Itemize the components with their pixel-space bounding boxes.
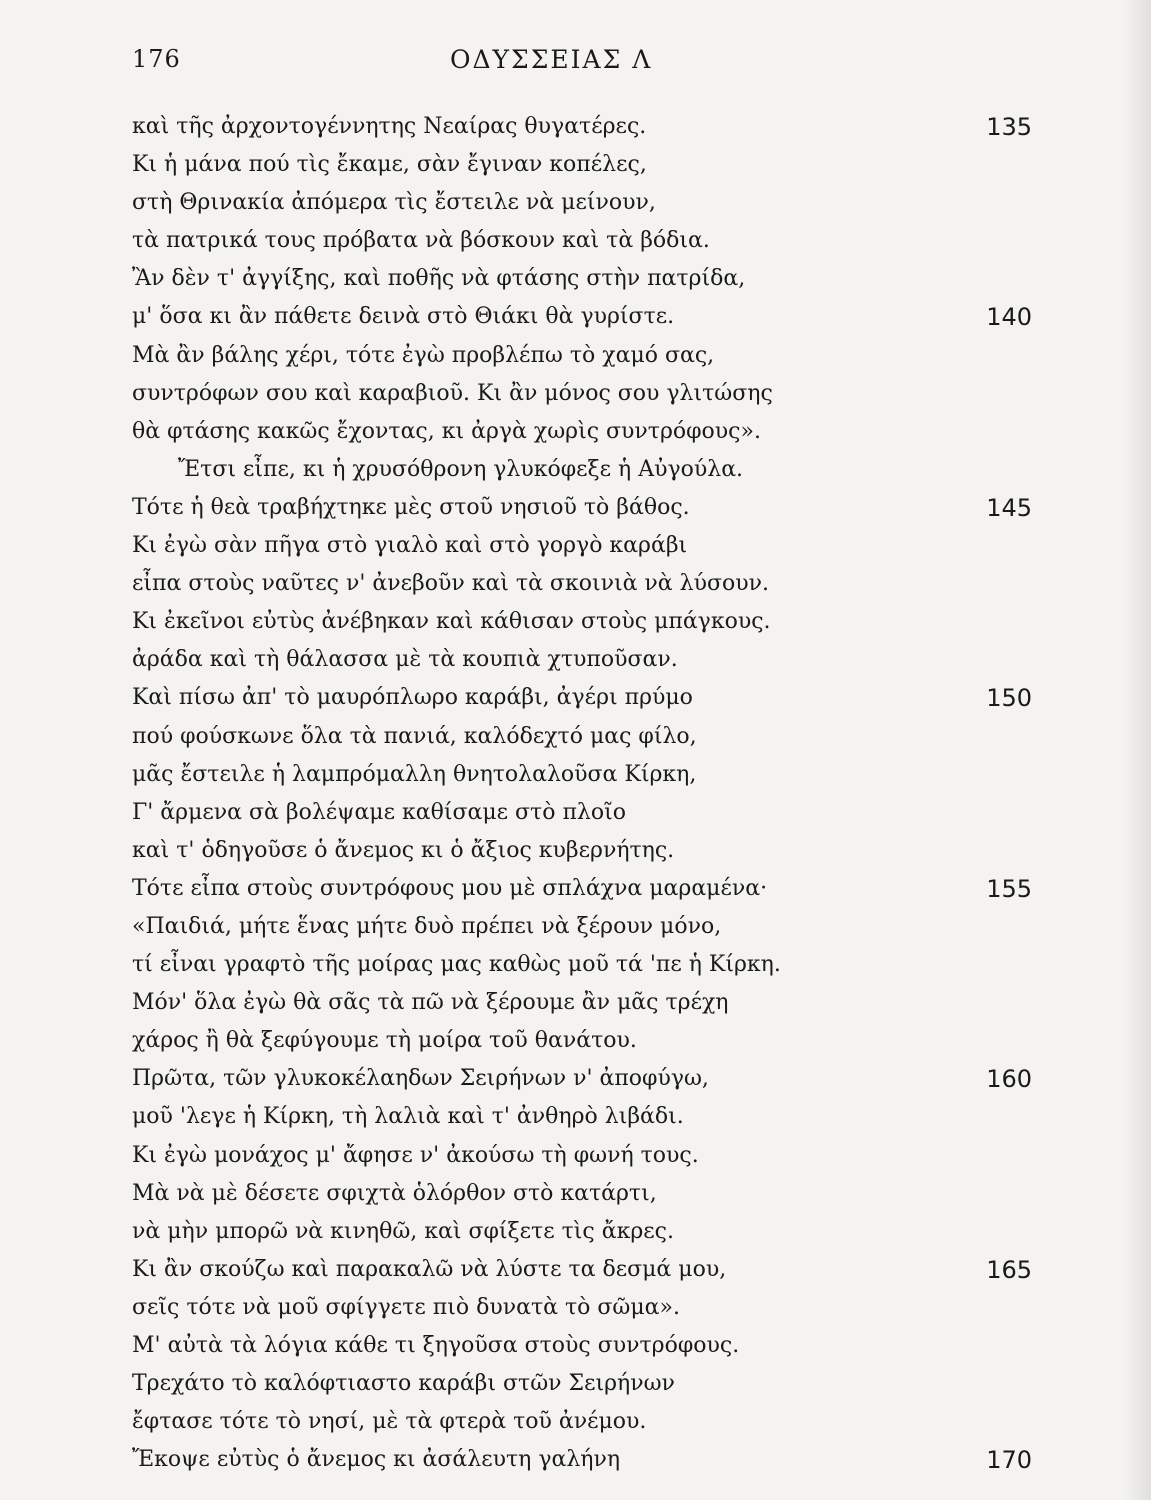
verse-text: Τότε εἶπα στοὺς συντρόφους μου μὲ σπλάχνα μαραμένα· (132, 875, 768, 901)
verse-text: ἔφτασε τότε τὸ νησί, μὲ τὰ φτερὰ τοῦ ἀνέμου. (132, 1409, 647, 1435)
verse-line (132, 1213, 1032, 1251)
verse-line (132, 1098, 1032, 1136)
verse-text: ἀράδα καὶ τὴ θάλασσα μὲ τὰ κουπιὰ χτυποῦσαν. (132, 647, 678, 673)
verse-text: θὰ φτάσης κακῶς ἔχοντας, κι ἀργὰ χωρὶς συντρόφους». (132, 418, 761, 444)
verse-line (132, 1403, 1032, 1441)
verse-text: μᾶς ἔστειλε ἡ λαμπρόμαλλη θνητολαλοῦσα Κίρκη, (132, 761, 697, 787)
verse-text: Ἂν δὲν τ' ἀγγίξης, καὶ ποθῆς νὰ φτάσης στὴν πατρίδα, (132, 266, 746, 292)
verse-line (132, 489, 1032, 527)
verse-line (132, 908, 1032, 946)
verse-line (132, 1022, 1032, 1060)
verse-number: 145 (986, 493, 1032, 522)
verse-line (132, 260, 1032, 298)
verse-text: συντρόφων σου καὶ καραβιοῦ. Κι ἂν μόνος σου γλιτώσης (132, 380, 773, 406)
verse-text: «Παιδιά, μήτε ἕνας μήτε δυὸ πρέπει νὰ ξέρουν μόνο, (132, 913, 722, 939)
verse-line (132, 641, 1032, 679)
verse-line (132, 718, 1032, 756)
verse-line (132, 108, 1032, 146)
verse-number: 155 (986, 874, 1032, 903)
verse-text: Τρεχάτο τὸ καλόφτιαστο καράβι στῶν Σειρήνων (132, 1371, 675, 1397)
verse-text: πού φούσκωνε ὅλα τὰ πανιά, καλόδεχτό μας φίλο, (132, 723, 697, 749)
verse-line (132, 946, 1032, 984)
verse-line (132, 413, 1032, 451)
verse-text: στὴ Θρινακία ἀπόμερα τὶς ἔστειλε νὰ μείνουν, (132, 190, 656, 216)
verse-text: Κι ἐγὼ σὰν πῆγα στὸ γιαλὸ καὶ στὸ γοργὸ καράβι (132, 533, 688, 559)
verse-list (132, 108, 1032, 1479)
verse-text: χάρος ἢ θὰ ξεφύγουμε τὴ μοίρα τοῦ θανάτου. (132, 1028, 637, 1054)
verse-text: Μὰ νὰ μὲ δέσετε σφιχτὰ ὁλόρθον στὸ κατάρτι, (132, 1180, 657, 1206)
verse-line (132, 1060, 1032, 1098)
verse-text: σεῖς τότε νὰ μοῦ σφίγγετε πιὸ δυνατὰ τὸ σῶμα». (132, 1294, 680, 1320)
verse-line (132, 1175, 1032, 1213)
verse-line (132, 679, 1032, 717)
verse-line (132, 870, 1032, 908)
verse-number: 165 (986, 1255, 1032, 1284)
verse-number: 160 (986, 1065, 1032, 1094)
verse-line (132, 1441, 1032, 1479)
verse-text: Κι ἐκεῖνοι εὐτὺς ἀνέβηκαν καὶ κάθισαν στοὺς μπάγκους. (132, 609, 771, 635)
verse-number: 170 (986, 1446, 1032, 1475)
verse-line (132, 603, 1032, 641)
verse-line (132, 1137, 1032, 1175)
verse-line (132, 375, 1032, 413)
verse-line (132, 1365, 1032, 1403)
verse-line (132, 984, 1032, 1022)
page-number: 176 (132, 45, 181, 73)
verse-text: Κι ἐγὼ μονάχος μ' ἄφησε ν' ἀκούσω τὴ φωνή τους. (132, 1142, 699, 1168)
verse-text: μοῦ 'λεγε ἡ Κίρκη, τὴ λαλιὰ καὶ τ' ἀνθηρὸ λιβάδι. (132, 1104, 684, 1130)
verse-line (132, 451, 1032, 489)
verse-line (132, 1289, 1032, 1327)
verse-text: Μόν' ὅλα ἐγὼ θὰ σᾶς τὰ πῶ νὰ ξέρουμε ἂν μᾶς τρέχη (132, 990, 729, 1016)
verse-line (132, 146, 1032, 184)
verse-text: μ' ὅσα κι ἂν πάθετε δεινὰ στὸ Θιάκι θὰ γυρίστε. (132, 304, 675, 330)
verse-text: τὰ πατρικά τους πρόβατα νὰ βόσκουν καὶ τὰ βόδια. (132, 228, 710, 254)
verse-text: Τότε ἡ θεὰ τραβήχτηκε μὲς στοῦ νησιοῦ τὸ βάθος. (132, 494, 690, 520)
verse-line (132, 184, 1032, 222)
verse-number: 140 (986, 303, 1032, 332)
verse-text: Γ' ἄρμενα σὰ βολέψαμε καθίσαμε στὸ πλοῖο (132, 799, 626, 825)
verse-text: τί εἶναι γραφτὸ τῆς μοίρας μας καθὼς μοῦ τά 'πε ἡ Κίρκη. (132, 952, 781, 978)
verse-text: Πρῶτα, τῶν γλυκοκέλαηδων Σειρήνων ν' ἀποφύγω, (132, 1066, 709, 1092)
verse-line (132, 298, 1032, 336)
verse-text: Ἔτσι εἶπε, κι ἡ χρυσόθρονη γλυκόφεξε ἡ Αὐγούλα. (178, 456, 744, 482)
verse-line (132, 794, 1032, 832)
verse-text: Μὰ ἂν βάλης χέρι, τότε ἐγὼ προβλέπω τὸ χαμό σας, (132, 342, 715, 368)
verse-number: 135 (986, 113, 1032, 141)
verse-line (132, 565, 1032, 603)
verse-line (132, 1327, 1032, 1365)
verse-line (132, 1251, 1032, 1289)
verse-line (132, 756, 1032, 794)
verse-line (132, 527, 1032, 565)
verse-number: 150 (986, 684, 1032, 713)
verse-text: Καὶ πίσω ἀπ' τὸ μαυρόπλωρο καράβι, ἀγέρι πρύμο (132, 685, 693, 711)
verse-text: Ἔκοψε εὐτὺς ὁ ἄνεμος κι ἀσάλευτη γαλήνη (132, 1447, 621, 1473)
verse-text: εἶπα στοὺς ναῦτες ν' ἀνεβοῦν καὶ τὰ σκοινιὰ νὰ λύσουν. (132, 571, 769, 597)
verse-text: Κι ἂν σκούζω καὶ παρακαλῶ νὰ λύστε τα δεσμά μου, (132, 1256, 727, 1282)
verse-line (132, 222, 1032, 260)
running-title: ΟΔΥΣΣΕΙΑΣ Λ (450, 45, 653, 74)
verse-line (132, 337, 1032, 375)
verse-text: καὶ τ' ὁδηγοῦσε ὁ ἄνεμος κι ὁ ἄξιος κυβερνήτης. (132, 837, 675, 863)
verse-line (132, 832, 1032, 870)
page-edge-shadow (1123, 0, 1151, 1500)
verse-text: Μ' αὐτὰ τὰ λόγια κάθε τι ξηγοῦσα στοὺς συντρόφους. (132, 1333, 740, 1358)
verse-text: Κι ἡ μάνα πού τὶς ἔκαμε, σὰν ἔγιναν κοπέλες, (132, 152, 647, 178)
verse-text: καὶ τῆς ἀρχοντογέννητης Νεαίρας θυγατέρες. (132, 114, 647, 139)
verse-text: νὰ μὴν μπορῶ νὰ κινηθῶ, καὶ σφίξετε τὶς ἄκρες. (132, 1218, 674, 1244)
